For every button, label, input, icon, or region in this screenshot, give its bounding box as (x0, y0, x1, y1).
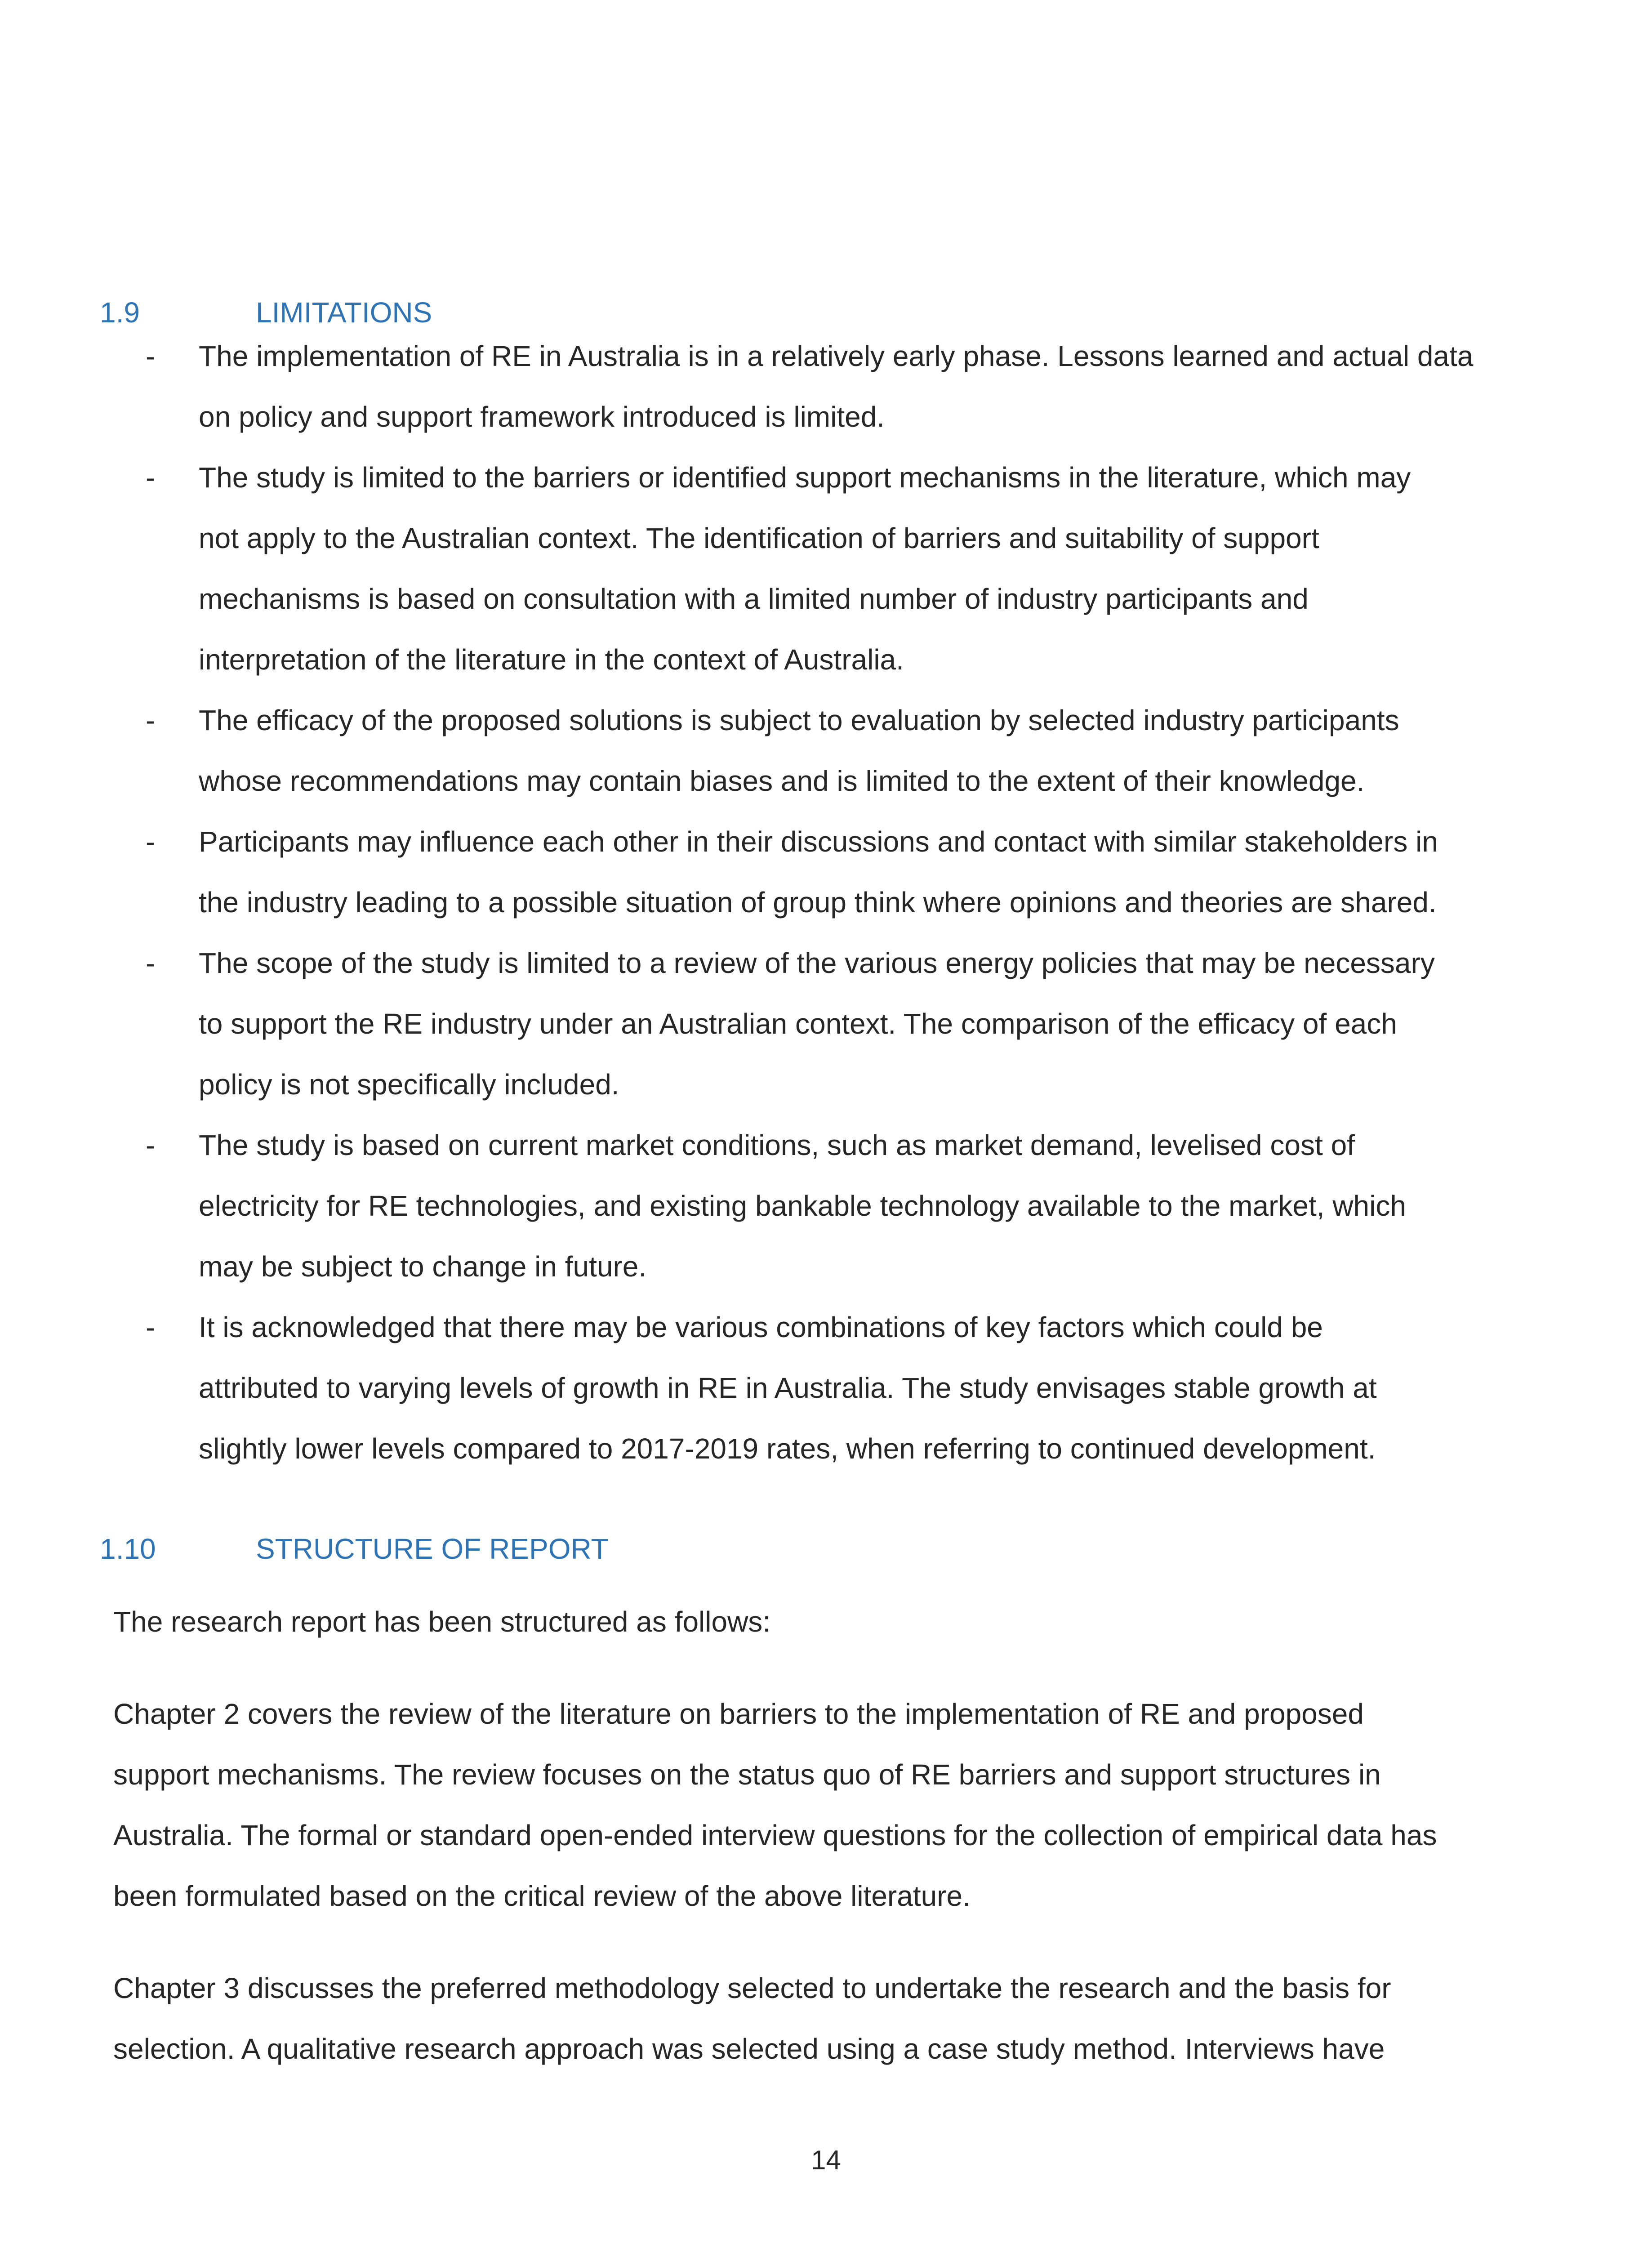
text-line: interpretation of the literature in the context of Australia. (199, 643, 904, 676)
text-line: to support the RE industry under an Australian context. The comparison of the efficacy of each (199, 1008, 1397, 1040)
limitations-list (100, 326, 1561, 1479)
text-line: The implementation of RE in Australia is in a relatively early phase. Lessons learned and actual data (199, 340, 1474, 372)
text-line: the industry leading to a possible situation of group think where opinions and theories are shared. (199, 886, 1437, 919)
text-line: Australia. The formal or standard open-ended interview questions for the collection of empirical data has (113, 1819, 1437, 1851)
section-number: 1.9 (100, 296, 140, 329)
text-line: The efficacy of the proposed solutions is subject to evaluation by selected industry participants (199, 704, 1399, 736)
list-item (100, 1115, 1561, 1297)
section-title: LIMITATIONS (256, 296, 432, 329)
paragraph-chapter-3 (113, 1958, 1552, 2079)
text-line: support mechanisms. The review focuses on the status quo of RE barriers and support structures in (113, 1758, 1381, 1791)
page-number: 14 (811, 2145, 841, 2175)
text-line: policy is not specifically included. (199, 1068, 619, 1101)
text-line: attributed to varying levels of growth in RE in Australia. The study envisages stable growth at (199, 1372, 1377, 1404)
text-line: Chapter 2 covers the review of the literature on barriers to the implementation of RE and proposed (113, 1698, 1364, 1730)
text-line: Chapter 3 discusses the preferred methodology selected to undertake the research and the basis for (113, 1972, 1391, 2004)
text-line: mechanisms is based on consultation with a limited number of industry participants and (199, 583, 1309, 615)
list-item (100, 812, 1561, 933)
list-item (100, 326, 1561, 447)
bullet-dash: - (146, 947, 156, 979)
text-line: been formulated based on the critical review of the above literature. (113, 1880, 971, 1912)
paragraph-intro (113, 1592, 1552, 1652)
section-heading-structure (100, 1531, 609, 1567)
text-line: The research report has been structured as follows: (113, 1606, 771, 1638)
text-line: selection. A qualitative research approach was selected using a case study method. Interviews have (113, 2033, 1385, 2065)
section-title: STRUCTURE OF REPORT (256, 1533, 609, 1565)
text-line: The scope of the study is limited to a review of the various energy policies that may be necessary (199, 947, 1435, 979)
text-line: Participants may influence each other in their discussions and contact with similar stakeholders in (199, 825, 1438, 858)
bullet-dash: - (146, 1129, 156, 1161)
bullet-dash: - (146, 825, 156, 858)
text-line: slightly lower levels compared to 2017-2019 rates, when referring to continued development. (199, 1432, 1376, 1465)
text-line: on policy and support framework introduced is limited. (199, 401, 885, 433)
text-line: whose recommendations may contain biases and is limited to the extent of their knowledge. (199, 765, 1365, 797)
text-line: electricity for RE technologies, and existing bankable technology available to the market, which (199, 1190, 1406, 1222)
text-line: The study is limited to the barriers or identified support mechanisms in the literature, which may (199, 461, 1411, 494)
text-line: It is acknowledged that there may be various combinations of key factors which could be (199, 1311, 1323, 1343)
paragraph-chapter-2 (113, 1684, 1552, 1927)
bullet-dash: - (146, 461, 156, 494)
list-item (100, 933, 1561, 1115)
text-line: may be subject to change in future. (199, 1250, 647, 1283)
section-number: 1.10 (100, 1533, 156, 1565)
list-item (100, 1297, 1561, 1479)
text-line: not apply to the Australian context. The identification of barriers and suitability of support (199, 522, 1319, 554)
list-item (100, 690, 1561, 812)
section-heading-limitations (100, 294, 432, 330)
bullet-dash: - (146, 704, 156, 736)
bullet-dash: - (146, 340, 156, 372)
list-item (100, 447, 1561, 690)
bullet-dash: - (146, 1311, 156, 1343)
text-line: The study is based on current market conditions, such as market demand, levelised cost of (199, 1129, 1355, 1161)
